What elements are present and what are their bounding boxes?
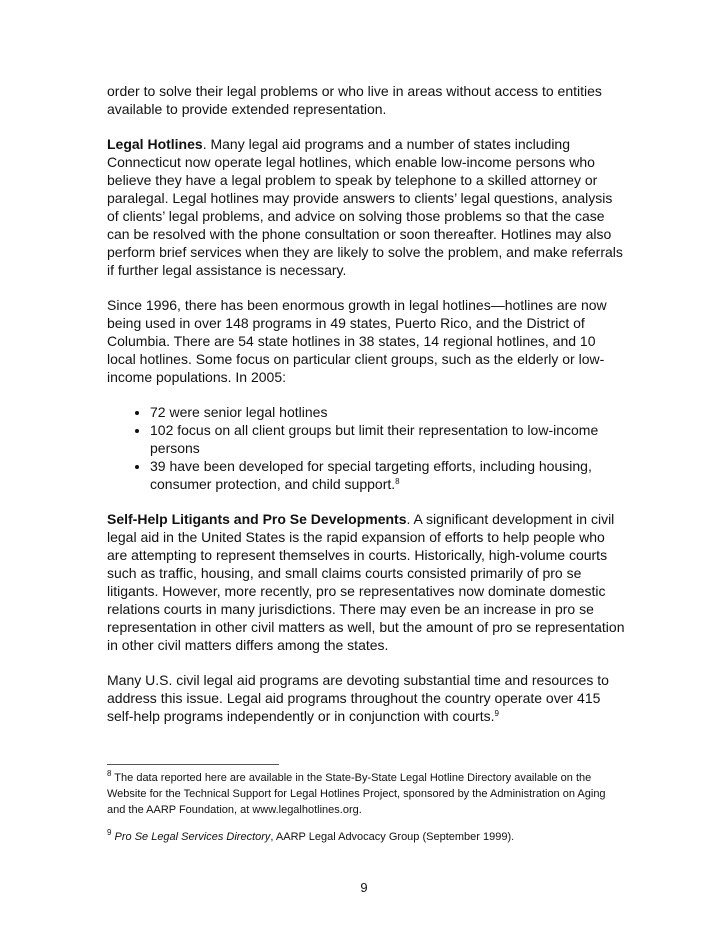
footnote-ref: 9 <box>494 709 499 718</box>
list-item <box>150 421 627 457</box>
paragraph-legal-hotlines <box>107 135 627 279</box>
paragraph-text: . A significant development in civil legal aid in the United States is the rapid expansion of efforts to help people who are attempting to represent themselves in courts. Historically, high-volume courts such as traffic, housing, and small claims courts consisted primarily of pro se litigants. However, more recently, pro se representatives now dominate domestic relations courts in many jurisdictions. There may even be an increase in pro se representation in other civil matters as well, but the amount of pro se representation in other civil matters differs among the states. <box>107 511 625 653</box>
footnote-number: 8 <box>107 769 112 778</box>
body-text <box>107 82 627 742</box>
paragraph-legal-aid-programs <box>107 671 627 725</box>
paragraph-self-help <box>107 510 627 654</box>
list-item <box>150 403 627 421</box>
footnote-8 <box>107 770 622 818</box>
page-number: 9 <box>360 880 368 895</box>
footnote-number: 9 <box>107 828 112 837</box>
section-heading-self-help: Self-Help Litigants and Pro Se Developments <box>107 511 407 527</box>
section-heading-legal-hotlines: Legal Hotlines <box>107 136 203 152</box>
list-item <box>150 457 627 493</box>
paragraph-text: Many U.S. civil legal aid programs are devoting substantial time and resources to address this issue. Legal aid programs throughout the country operate over 415 self-help programs independently or in conjunction with courts. <box>107 672 609 724</box>
footnote-text: The data reported here are available in the State-By-State Legal Hotline Directory available on the Website for the Technical Support for Legal Hotlines Project, sponsored by the Administration on Aging and the AARP Foundation, at www.legalhotlines.org. <box>107 772 606 816</box>
paragraph-text: . Many legal aid programs and a number of states including Connecticut now operate legal hotlines, which enable low-income persons who believe they have a legal problem to speak by telephone to a skilled attorney or paralegal. Legal hotlines may provide answers to clients’ legal questions, analysis of clients’ legal problems, and advice on solving those problems so that the case can be resolved with the phone consultation or soon thereafter. Hotlines may also perform brief services when they are likely to solve the problem, and make referrals if further legal assistance is necessary. <box>107 136 623 278</box>
footnote-divider <box>107 764 279 765</box>
footnote-9 <box>107 829 622 845</box>
bullet-list <box>107 403 627 493</box>
list-item-text: 72 were senior legal hotlines <box>150 404 328 420</box>
footnote-ref: 8 <box>395 477 400 486</box>
footnote-title: Pro Se Legal Services Directory <box>114 831 271 843</box>
paragraph-hotline-growth: Since 1996, there has been enormous growth in legal hotlines—hotlines are now being used in over 148 programs in 49 states, Puerto Rico, and the District of Columbia. There are 54 state hotlines in 38 states, 14 regional hotlines, and 10 local hotlines. Some focus on particular client groups, such as the elderly or low-income populations. In 2005: <box>107 297 607 385</box>
footnotes <box>107 770 622 856</box>
list-item-text: 102 focus on all client groups but limit their representation to low-income persons <box>150 422 599 456</box>
footnote-text: , AARP Legal Advocacy Group (September 1999). <box>270 831 515 843</box>
paragraph-continuation: order to solve their legal problems or who live in areas without access to entities available to provide extended representation. <box>107 83 602 117</box>
list-item-text: 39 have been developed for special targeting efforts, including housing, consumer protection, and child support. <box>150 458 592 492</box>
